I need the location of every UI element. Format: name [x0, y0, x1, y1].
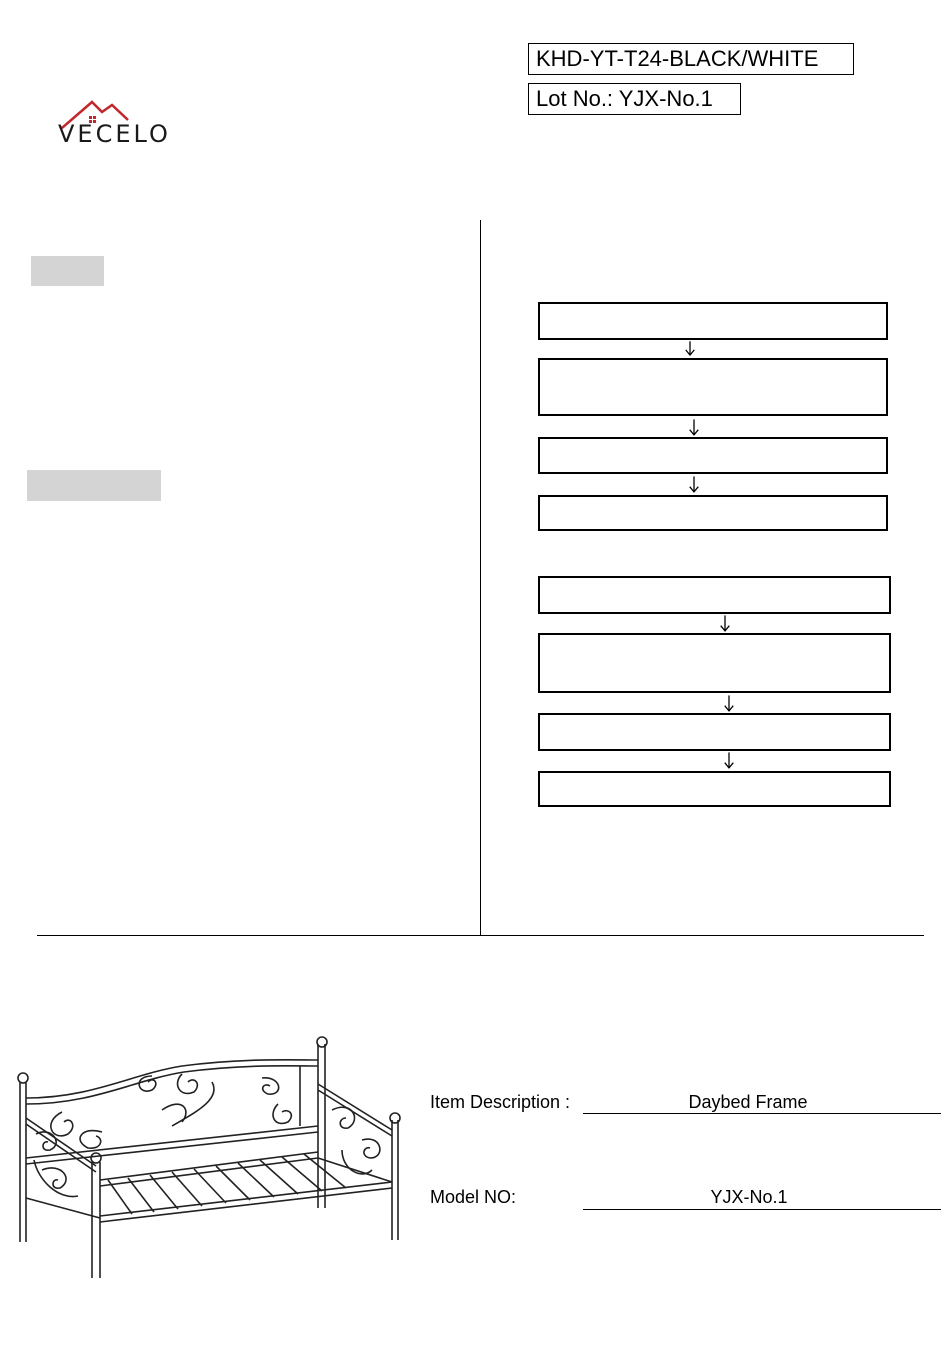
down-arrow-icon: [723, 694, 735, 714]
down-arrow-icon: [723, 751, 735, 771]
section-divider: [37, 935, 924, 936]
flow1-step-2: [538, 358, 888, 416]
model-no-value: YJX-No.1: [710, 1187, 788, 1207]
model-no-label: Model NO:: [430, 1187, 517, 1207]
brand-name: VECELO: [58, 120, 171, 148]
down-arrow-icon: [684, 340, 696, 358]
down-arrow-icon: [688, 418, 700, 438]
flow2-step-3: [538, 713, 891, 751]
flow1-step-1: [538, 302, 888, 340]
flow2-step-2: [538, 633, 891, 693]
flow1-step-3: [538, 437, 888, 474]
product-code-box: KHD-YT-T24-BLACK/WHITE: [528, 43, 854, 75]
item-description-underline: [583, 1113, 941, 1114]
down-arrow-icon: [688, 475, 700, 495]
model-no-underline: [583, 1209, 941, 1210]
lot-number-box: Lot No.: YJX-No.1: [528, 83, 741, 115]
daybed-frame-illustration: [12, 1030, 407, 1285]
section-tab-1: [31, 256, 104, 286]
flow1-step-4: [538, 495, 888, 531]
column-divider: [480, 220, 481, 936]
down-arrow-icon: [719, 614, 731, 634]
item-description-value: Daybed Frame: [688, 1092, 808, 1112]
flow2-step-4: [538, 771, 891, 807]
item-description-label: Item Description :: [430, 1092, 571, 1112]
section-tab-2: [27, 470, 161, 501]
brand-logo: [56, 98, 196, 148]
flow2-step-1: [538, 576, 891, 614]
